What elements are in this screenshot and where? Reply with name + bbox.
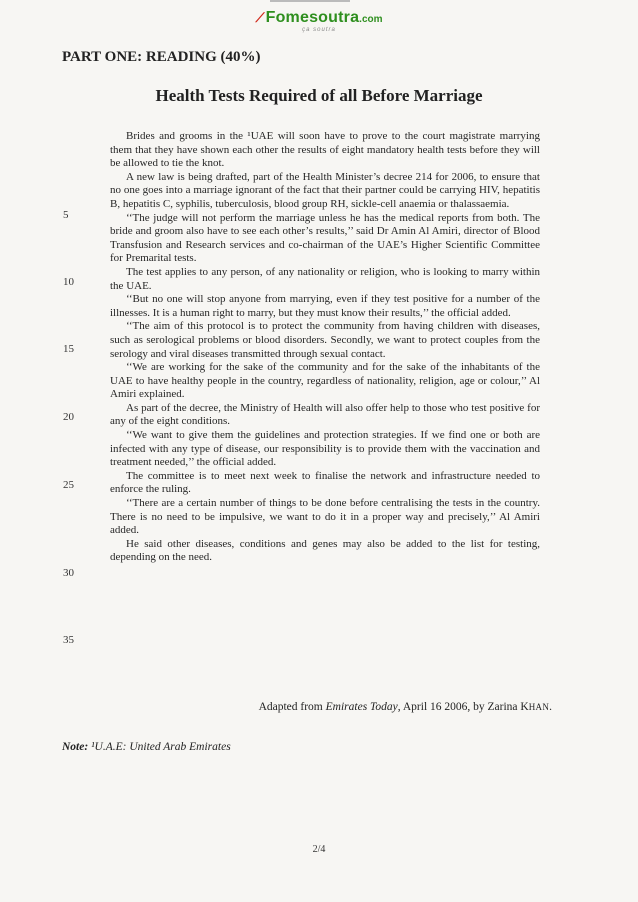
logo-suffix: .com — [359, 14, 383, 25]
line-number: 35 — [63, 634, 74, 646]
line-number: 25 — [63, 479, 74, 491]
paragraph: He said other diseases, conditions and genes may also be added to the list for testing, depending on the need. — [110, 537, 540, 564]
footnote — [62, 741, 231, 753]
paragraph: ‘‘The judge will not perform the marriage unless he has the medical reports from both. The bride and groom also have to see each other’s results,’’ said Dr Amin Al Amiri, director of Blood Transfusion and Research services and co-chairman of the UAE’s Higher Scientific Committee for Premarital tests. — [110, 211, 540, 265]
source-date: , April 16 2006, by Zarina — [397, 701, 521, 713]
source-suffix: . — [549, 701, 552, 713]
source-prefix: Adapted from — [258, 701, 326, 713]
part-heading: PART ONE: READING (40%) — [62, 49, 261, 65]
source-publication: Emirates Today — [325, 701, 398, 713]
logo-name: Fomesoutra — [265, 9, 360, 26]
page-number: 2/4 — [312, 844, 326, 855]
paragraph: ‘‘We want to give them the guidelines and protection strategies. If we find one or both are infected with any type of disease, our responsibility is to provide them with the vaccination and treatment needed,’’ the official added. — [110, 429, 540, 469]
footnote-label: Note: — [62, 741, 89, 753]
line-number: 5 — [63, 209, 69, 221]
line-number: 20 — [63, 411, 74, 423]
source-author-initial: K — [520, 701, 529, 713]
paragraph: A new law is being drafted, part of the Health Minister’s decree 214 for 2006, to ensure that no one goes into a marriage ignorant of the fact that their partner could be carrying HIV, hepatitis B, hepatitis C, syphilis, tuberculosis, blood group RH, sickle-cell anaemia or thalassaemia. — [110, 170, 540, 210]
paragraph: The committee is to meet next week to finalise the network and infrastructure needed to enforce the ruling. — [110, 469, 540, 496]
source-citation — [259, 701, 552, 713]
top-rule — [270, 0, 350, 2]
paragraph: ‘‘There are a certain number of things to be done before centralising the tests in the country. There is no need to be impulsive, we want to do it in a proper way and precisely,’’ Al Amiri added. — [110, 497, 540, 537]
paragraph: ‘‘The aim of this protocol is to protect the community from having children with diseases, such as serological problems or blood disorders. Secondly, we want to protect couples from the serology and viral diseases transmitted through sexual contact. — [110, 320, 540, 360]
paragraph: ‘‘We are working for the sake of the community and for the sake of the inhabitants of the UAE to have healthy people in the country, regardless of nationality, religion, age or colour,’’ Al Amiri explained. — [110, 361, 540, 401]
swoosh-icon: ⟋ — [255, 10, 265, 25]
source-author-rest: HAN — [528, 702, 550, 712]
line-number: 30 — [63, 567, 74, 579]
paragraph: Brides and grooms in the ¹UAE will soon have to prove to the court magistrate marrying them that they have shown each other the results of eight mandatory health tests before they will be allowed to tie the knot. — [110, 130, 540, 170]
logo-tagline: ça soutra — [302, 27, 336, 33]
article-body — [110, 130, 540, 565]
line-number: 10 — [63, 276, 74, 288]
footnote-text: ¹U.A.E: United Arab Emirates — [88, 741, 231, 753]
site-logo — [0, 10, 638, 33]
article-title: Health Tests Required of all Before Marriage — [155, 86, 483, 105]
line-number: 15 — [63, 343, 74, 355]
paragraph: As part of the decree, the Ministry of Health will also offer help to those who test positive for any of the eight conditions. — [110, 401, 540, 428]
paragraph: The test applies to any person, of any nationality or religion, who is looking to marry within the UAE. — [110, 265, 540, 292]
paragraph: ‘‘But no one will stop anyone from marrying, even if they test positive for a number of the illnesses. It is a human right to marry, but they must know their results,’’ the official added. — [110, 293, 540, 319]
